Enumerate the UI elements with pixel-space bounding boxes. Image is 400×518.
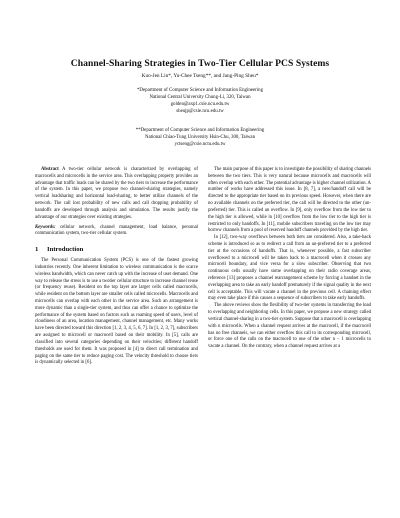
keywords-text: cellular network, channel management, load balance, personal communication system, two-tier cellular system.	[35, 224, 198, 237]
intro-paragraph: The Personal Communication System (PCS) is one of the fastest growing industries recently. One inherent limitation to wireless communication is the scarce wireless bandwidth, which can never catch up with the increase of user demand. One way to release the stress is to use a twotier cellular structure to increase channel reuse (or frequency reuse). Resident on the top layer are larger cells called macrocells, while resident on the bottom layer are smaller cells called microcells. Macrocells and microcells can overlap with each other in the service area. Such an arrangement is more dynamic than a single-tier system, and thus can offer a chance to optimize the performance of the system based on factors such as roaming speed of users, level of cloudiness of an area, location management, channel management, etc. Many works have been directed toward this direction [1, 2, 3, 4, 5, 6, 7]. In [1, 2, 3, 7], subscribers are assigned to microcell or macrocell based on their mobility. In [5], calls are classified into several categories depending on their velocities; different handoff thresholds are used for them. It was proposed in [4] to direct call termination and paging on the same tier to reduce paging cost. The velocity threshold to choose tiers is dynamically selected in [6].	[35, 258, 198, 366]
affiliation-1-email: golden@axp1.csie.ncu.edu.tw	[170, 101, 230, 107]
abstract	[35, 167, 198, 222]
body-paragraph-3: The above reviews show the flexibility of two-tier systems in transferring the load to overlapping and neighboring cells. In this paper, we propose a new strategy called vertical channel-sharing in a two-tier system. Suppose that a macrocell is overlapping with n microcells. When a channel request arrives at the macrocell, if the macrocell has no free channels, we can either overflow this call to its corresponding microcell, or force one of the calls on the macrocell to one of the other n − 1 microcells to vacate a channel. On the contrary, when a channel request arrives at a	[208, 303, 371, 350]
affiliation-2	[0, 128, 400, 149]
affiliation-2-email: yctseng@csie.nctu.edu.tw	[174, 141, 226, 147]
paper-title: Channel-Sharing Strategies in Two-Tier Cellular PCS Systems	[70, 58, 330, 69]
affiliation-2-line: **Department of Computer Science and Information Engineering	[135, 128, 265, 133]
affiliation-2-line: National Chiao-Tung University Hsin-Chu, 300, Taiwan	[144, 134, 256, 140]
section-number: 1	[35, 246, 39, 254]
keywords	[35, 225, 198, 239]
affiliation-1-email: sheujp@csie.ncu.edu.tw	[176, 108, 224, 114]
paper-authors: Kuo-Jen Lin*, Yu-Chee Tseng**, and Jang-Ping Sheu*	[141, 73, 259, 79]
section-heading	[35, 245, 198, 254]
abstract-label: Abstract	[41, 167, 59, 172]
left-column	[35, 167, 198, 367]
body-paragraph-2: In [12], two-way overflows between both tiers are considered. Also, a take-back scheme is introduced so as to redirect a call from an un-preferred tier to a preferred tier at the occasions of handoffs. That is, whenever possible, a fast subscriber overflowed to a microcell will be taken back to a macrocell when it crosses any microcell boundary, and vice versa for a slow subscriber. Observing that two continuous cells usually have some overlapping on their radio coverage areas, reference [13] proposes a channel rearrangement scheme by forcing a handset in the overlapping area to take an early handoff prematurely if the signal quality in the next cell is acceptable. This will vacate a channel in the previous cell. A chaining effect may even take place if this causes a sequence of subscribers to take early handoffs.	[208, 235, 371, 302]
keywords-label: Keywords:	[35, 224, 56, 230]
affiliation-1	[0, 88, 400, 116]
body-paragraph-1: The main purpose of this paper is to investigate the possibility of sharing channels between the two tiers. This is very natural because microcells and macrocells will often overlap with each other. The potential advantage is higher channel utilization. A number of works have addressed this issue. In [8, 7], a new/handoff call will be directed to the appropriate tier based on its previous speed. However, when there are no available channels on the preferred tier, the call will be directed to the other (un-preferred) tier. This is called an overflow. In [9], only overflow from the low tier to the high tier is allowed, while in [10] overflow from the low tier to the high tier is restricted to only handoffs. In [11], mobile subscribers traveling on the low tier may borrow channels from a pool of reserved handoff channels provided by the high tier.	[208, 167, 371, 234]
right-column	[208, 167, 371, 351]
affiliation-1-line: National Central University Chung-Li, 320, Taiwan	[149, 94, 251, 100]
affiliation-1-line: *Department of Computer Science and Information Engineering	[136, 88, 264, 93]
abstract-text: A two-tier cellular network is characterized by overlapping of macrocells and microcells in the service area. This overlapping property provides an advantage that traffic loads can be shared by the two tiers to increase the performance of the system. In this paper, we propose two channel-sharing strategies, namely vertical loadsharing and horizontal load-sharing, to better utilize channels of the network. The call lost probability of new calls and call dropping probability of handoffs are developed through analysis and simulation. The results justify the advantage of our strategies over existing strategies.	[35, 167, 198, 220]
section-title: Introduction	[47, 246, 84, 254]
